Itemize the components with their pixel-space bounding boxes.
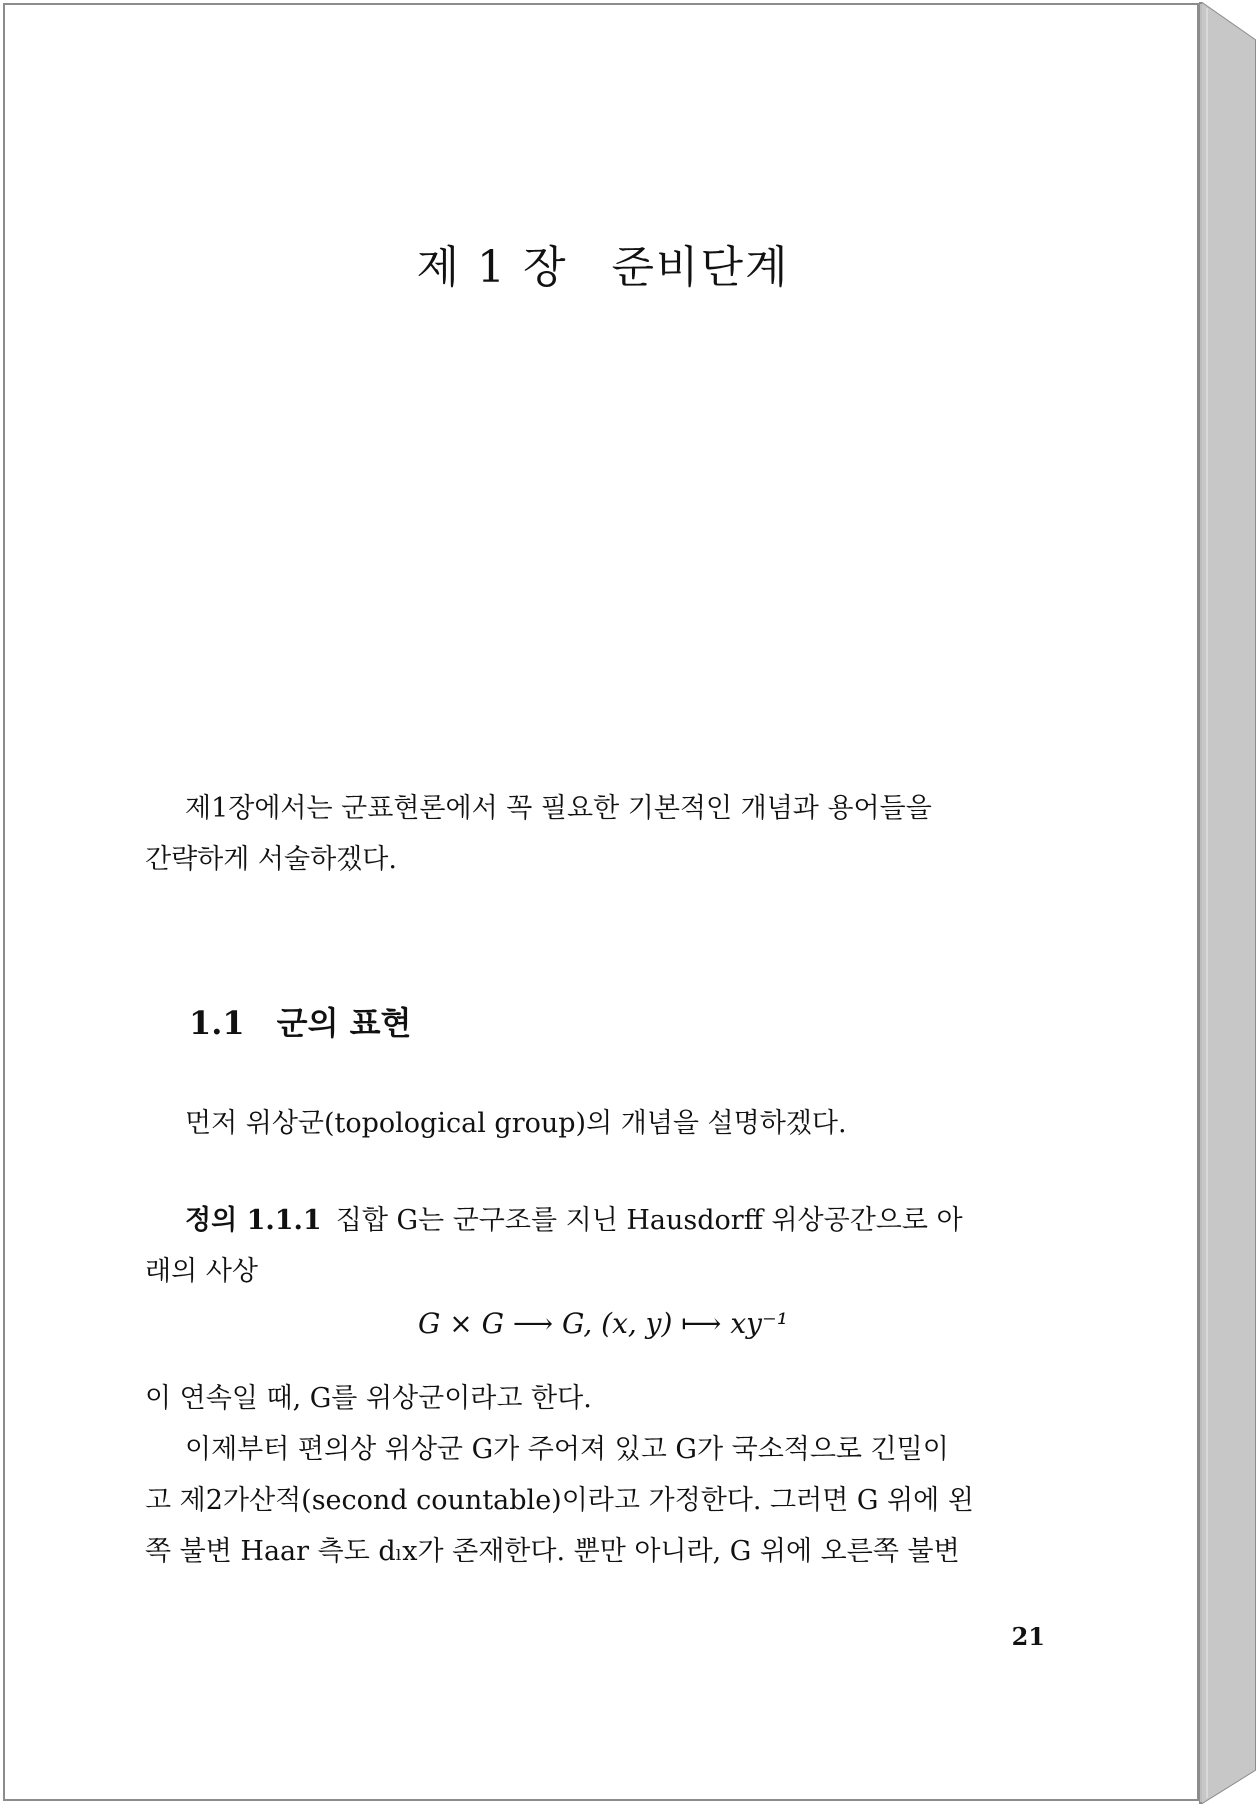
body-paragraph xyxy=(145,1373,1045,1577)
definition-conclusion: 이 연속일 때, G를 위상군이라고 한다. xyxy=(145,1383,592,1414)
section-intro-line: 먼저 위상군(topological group)의 개념을 설명하겠다. xyxy=(185,1108,847,1139)
definition-equation: G × G ⟶ G, (x, y) ⟼ xy⁻¹ xyxy=(418,1307,788,1340)
body-line-2: 고 제2가산적(second countable)이라고 가정한다. 그러면 G 위에 왼 xyxy=(145,1485,974,1516)
section-title: 군의 표현 xyxy=(276,1004,412,1042)
book-spine xyxy=(1199,0,1257,1806)
intro-paragraph xyxy=(145,783,1045,885)
chapter-name: 준비단계 xyxy=(611,242,790,293)
section-number: 1.1 xyxy=(189,1004,245,1042)
definition-line-1 xyxy=(145,1195,1045,1246)
intro-line-2: 간략하게 서술하겠다. xyxy=(145,844,397,875)
intro-line-1: 제1장에서는 군표현론에서 꼭 필요한 기본적인 개념과 용어들을 xyxy=(185,793,932,824)
definition-line-2: 래의 사상 xyxy=(145,1256,258,1287)
definition-block xyxy=(145,1195,1045,1297)
body-line-3: 쪽 불변 Haar 측도 dₗx가 존재한다. 뿐만 아니라, G 위에 오른쪽 불변 xyxy=(145,1536,960,1567)
section-intro-paragraph xyxy=(145,1098,1045,1149)
chapter-label: 제 1 장 xyxy=(416,242,568,293)
book-page xyxy=(3,3,1199,1801)
chapter-title xyxy=(5,231,1201,295)
definition-label: 정의 1.1.1 xyxy=(185,1205,322,1236)
body-line-1: 이제부터 편의상 위상군 G가 주어져 있고 G가 국소적으로 긴밀이 xyxy=(185,1434,949,1465)
section-heading xyxy=(189,998,411,1044)
page-number: 21 xyxy=(1011,1622,1045,1651)
definition-text: 집합 G는 군구조를 지닌 Hausdorff 위상공간으로 아 xyxy=(335,1205,963,1236)
